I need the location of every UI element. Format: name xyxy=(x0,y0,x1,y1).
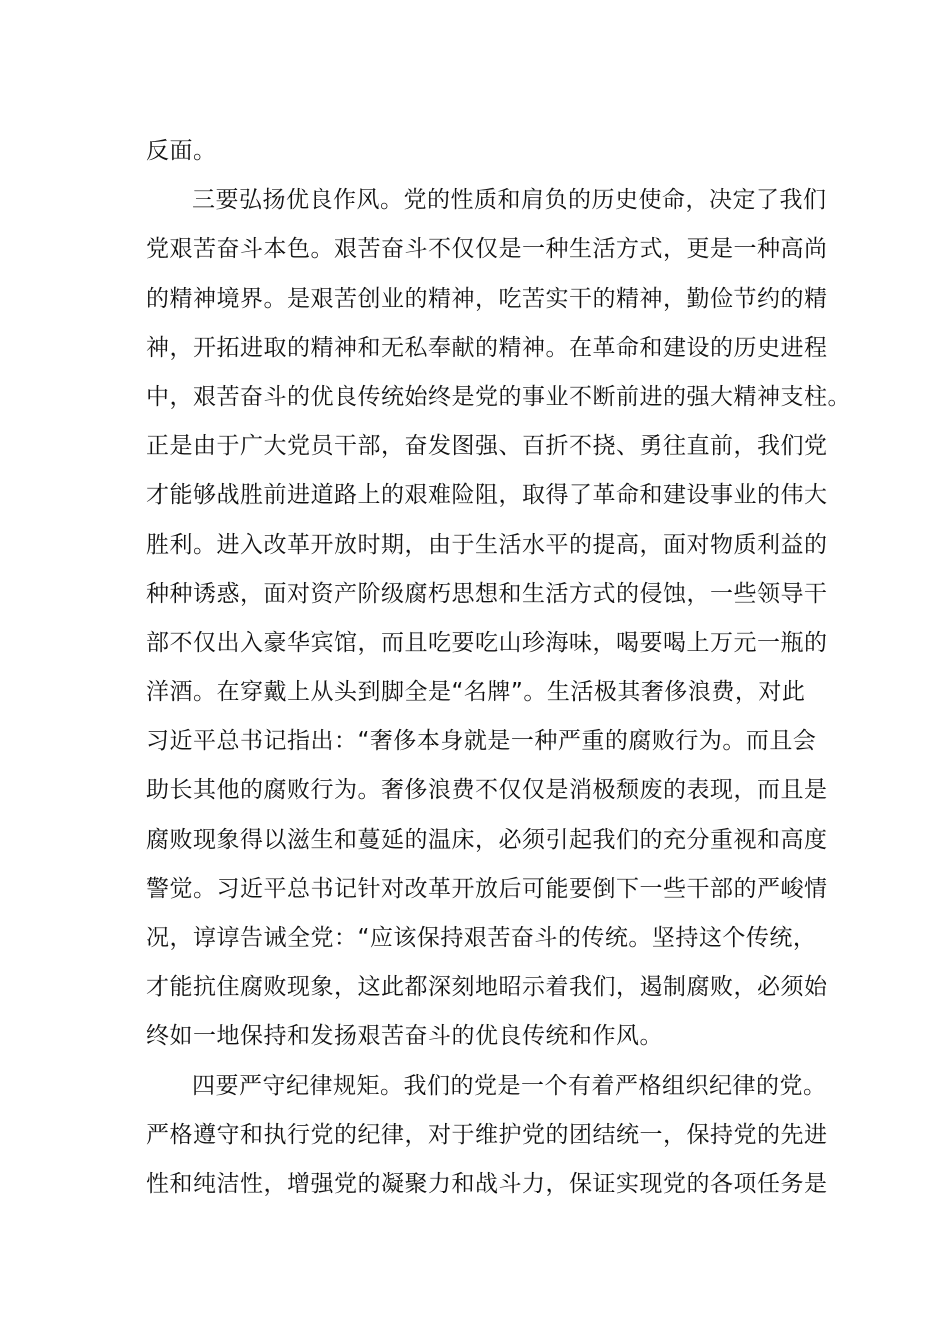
text-line: 习近平总书记指出：“奢侈本身就是一种严重的腐败行为。而且会 xyxy=(146,728,817,755)
paragraph-first-line: 三要弘扬优良作风。党的性质和肩负的历史使命，决定了我们 xyxy=(192,187,827,214)
text-line: 严格遵守和执行党的纪律，对于维护党的团结统一，保持党的先进 xyxy=(146,1121,828,1148)
text-line: 况，谆谆告诫全党：“应该保持艰苦奋斗的传统。坚持这个传统， xyxy=(146,925,817,951)
text-line: 才能抗住腐败现象，这此都深刻地昭示着我们，遏制腐败，必须始 xyxy=(146,974,828,1001)
text-line: 中，艰苦奋斗的优良传统始终是党的事业不断前进的强大精神支柱。 xyxy=(146,383,851,410)
text-line: 种种诱惑，面对资产阶级腐朽思想和生活方式的侵蚀，一些领导干 xyxy=(146,580,828,607)
text-line: 才能够战胜前进道路上的艰难险阻，取得了革命和建设事业的伟大 xyxy=(146,482,828,509)
text-line: 党艰苦奋斗本色。艰苦奋斗不仅仅是一种生活方式，更是一种高尚 xyxy=(146,236,828,263)
text-line: 的精神境界。是艰苦创业的精神，吃苦实干的精神，勤俭节约的精 xyxy=(146,285,828,312)
text-line: 洋酒。在穿戴上从头到脚全是“名牌”。生活极其奢侈浪费，对此 xyxy=(146,679,806,706)
text-line: 警觉。习近平总书记针对改革开放后可能要倒下一些干部的严峻情 xyxy=(146,875,828,902)
text-line: 神，开拓进取的精神和无私奉献的精神。在革命和建设的历史进程 xyxy=(146,334,828,361)
text-line: 腐败现象得以滋生和蔓延的温床，必须引起我们的充分重视和高度 xyxy=(146,826,828,853)
text-line: 反面。 xyxy=(146,138,217,164)
text-line: 胜利。进入改革开放时期，由于生活水平的提高，面对物质利益的 xyxy=(146,531,828,558)
text-line: 性和纯洁性，增强党的凝聚力和战斗力，保证实现党的各项任务是 xyxy=(146,1170,828,1197)
paragraph-first-line: 四要严守纪律规矩。我们的党是一个有着严格组织纪律的党。 xyxy=(192,1072,827,1099)
text-line: 正是由于广大党员干部，奋发图强、百折不挠、勇往直前，我们党 xyxy=(146,433,828,460)
text-line: 部不仅出入豪华宾馆，而且吃要吃山珍海味，喝要喝上万元一瓶的 xyxy=(146,629,828,656)
text-line: 助长其他的腐败行为。奢侈浪费不仅仅是消极颓废的表现，而且是 xyxy=(146,777,828,804)
text-line: 终如一地保持和发扬艰苦奋斗的优良传统和作风。 xyxy=(146,1023,663,1050)
body-text xyxy=(146,127,851,1209)
